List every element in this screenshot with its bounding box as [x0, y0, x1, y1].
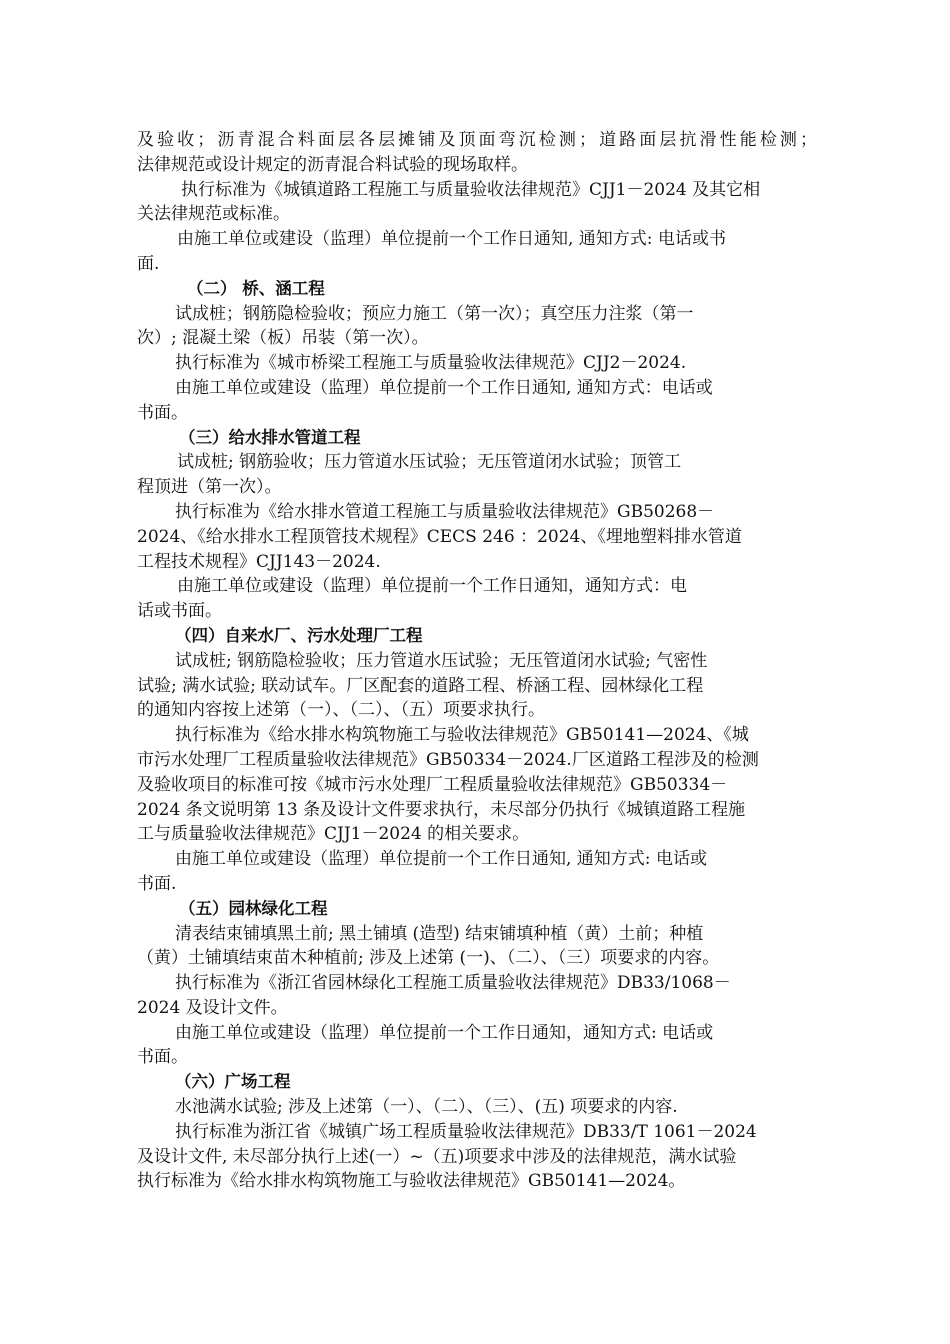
paragraph-line: 由施工单位或建设（监理）单位提前一个工作日通知，通知方式: 电话或: [175, 1022, 714, 1043]
paragraph-line: （黄）土铺填结束苗木种植前; 涉及上述第 (一)、（二）、（三）项要求的内容。: [137, 948, 720, 969]
paragraph-line: 由施工单位或建设（监理）单位提前一个工作日通知, 通知方式：电话或: [175, 377, 713, 398]
paragraph-line: 试成桩；钢筋隐检验收；预应力施工（第一次）；真空压力注浆（第一: [175, 303, 694, 324]
paragraph-line: 工程技术规程》CJJ143－2024.: [137, 551, 381, 572]
paragraph-line: 次）; 混凝土梁（板）吊装（第一次）。: [137, 328, 429, 349]
paragraph-line: 市污水处理厂工程质量验收法律规范》GB50334－2024.厂区道路工程涉及的检测: [137, 749, 759, 770]
paragraph-line: 试成桩; 钢筋验收；压力管道水压试验；无压管道闭水试验；顶管工: [177, 452, 682, 473]
section-heading: （六）广场工程: [175, 1072, 291, 1092]
paragraph-line: 关法律规范或标准。: [137, 204, 290, 225]
paragraph-line: 清表结束铺填黑土前; 黑土铺填 (造型) 结束铺填种植（黄）土前；种植: [175, 923, 704, 944]
paragraph-line: 面.: [137, 253, 160, 274]
paragraph-line: 程顶进（第一次）。: [137, 477, 282, 498]
paragraph-line: 试验; 满水试验; 联动试车。厂区配套的道路工程、桥涵工程、园林绿化工程: [137, 675, 704, 696]
section-heading: （五）园林绿化工程: [179, 898, 328, 918]
paragraph-line: 的通知内容按上述第（一）、（二）、（五）项要求执行。: [137, 700, 545, 721]
paragraph-line: 执行标准为《给水排水构筑物施工与验收法律规范》GB50141—2024。: [137, 1171, 686, 1192]
paragraph-line: 书面。: [137, 1047, 188, 1068]
paragraph-line: 工与质量验收法律规范》CJJ1－2024 的相关要求。: [137, 824, 530, 845]
paragraph-line: 试成桩; 钢筋隐检验收；压力管道水压试验；无压管道闭水试验; 气密性: [175, 650, 708, 671]
paragraph-line: 水池满水试验; 涉及上述第（一）、（二）、（三）、(五) 项要求的内容.: [175, 1097, 678, 1118]
paragraph-line: 及设计文件, 未尽部分执行上述(一）~（五)项要求中涉及的法律规范，满水试验: [137, 1146, 737, 1167]
paragraph-line: 2024、《给水排水工程顶管技术规程》CECS 246 ：2024、《埋地塑料排水管道: [137, 526, 742, 547]
section-heading: （四）自来水厂、污水处理厂工程: [175, 625, 423, 645]
paragraph-line: 由施工单位或建设（监理）单位提前一个工作日通知，通知方式：电: [177, 576, 687, 597]
paragraph-line: 执行标准为《城镇道路工程施工与质量验收法律规范》CJJ1－2024 及其它相: [181, 179, 761, 200]
paragraph-line: 2024 及设计文件。: [137, 997, 288, 1018]
paragraph-line: 及验收；沥青混合料面层各层摊铺及顶面弯沉检测；道路面层抗滑性能检测；: [137, 130, 817, 150]
paragraph-line: 书面。: [137, 402, 188, 423]
paragraph-line: 及验收项目的标准可按《城市污水处理厂工程质量验收法律规范》GB50334－: [137, 774, 728, 795]
paragraph-line: 由施工单位或建设（监理）单位提前一个工作日通知, 通知方式: 电话或书: [177, 229, 726, 250]
document-body: [137, 128, 817, 1194]
paragraph-line: 话或书面。: [137, 601, 222, 622]
paragraph-line: 由施工单位或建设（监理）单位提前一个工作日通知, 通知方式: 电话或: [175, 849, 707, 870]
paragraph-line: 执行标准为《城市桥梁工程施工与质量验收法律规范》CJJ2－2024.: [175, 353, 687, 374]
paragraph-line: 执行标准为《浙江省园林绿化工程施工质量验收法律规范》DB33/1068－: [175, 973, 731, 994]
section-heading: （二） 桥、涵工程: [187, 278, 325, 298]
paragraph-line: 法律规范或设计规定的沥青混合料试验的现场取样。: [137, 154, 528, 175]
paragraph-line: 执行标准为《给水排水构筑物施工与验收法律规范》GB50141—2024、《城: [175, 725, 749, 746]
paragraph-line: 2024 条文说明第 13 条及设计文件要求执行，未尽部分仍执行《城镇道路工程施: [137, 799, 746, 820]
paragraph-line: 执行标准为浙江省《城镇广场工程质量验收法律规范》DB33/T 1061－2024: [175, 1121, 757, 1142]
paragraph-line: 书面.: [137, 873, 177, 894]
paragraph-line: 执行标准为《给水排水管道工程施工与质量验收法律规范》GB50268－: [175, 501, 715, 522]
section-heading: （三）给水排水管道工程: [179, 427, 361, 447]
